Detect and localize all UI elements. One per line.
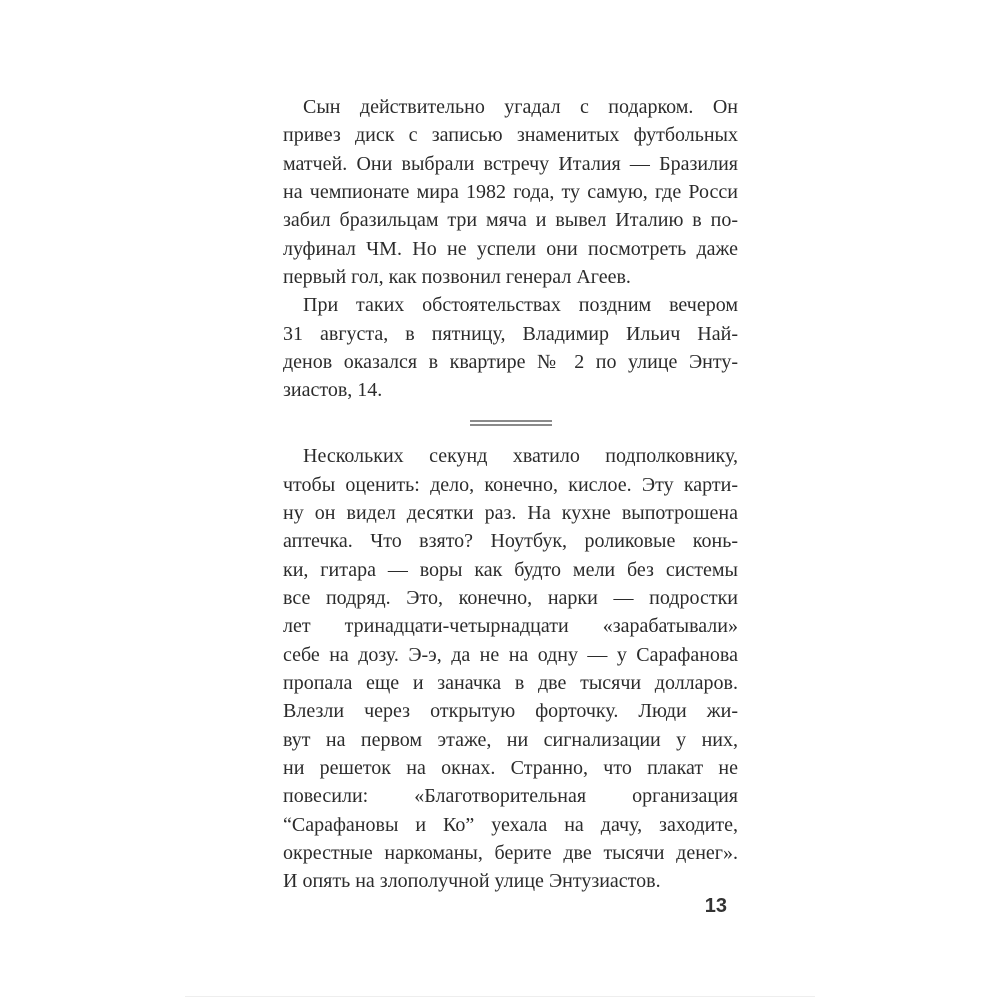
text-line: денов оказался в квартире № 2 по улице Энту- (283, 351, 738, 374)
paragraph (283, 442, 738, 896)
text-line: повесили: «Благотворительная организация (283, 785, 738, 808)
text-line: Нескольких секунд хватило подполковнику, (303, 445, 738, 468)
text-line: матчей. Они выбрали встречу Италия — Бразилия (283, 152, 738, 175)
text-line: Сын действительно угадал с подарком. Он (303, 96, 738, 118)
page-number: 13 (704, 895, 727, 917)
text-line: вут на первом этаже, ни сигнализации у них, (283, 728, 738, 751)
text-line: аптечка. Что взято? Ноутбук, роликовые конь- (283, 530, 738, 553)
text-line: забил бразильцам три мяча и вывел Италию в по- (283, 209, 738, 232)
text-column (283, 93, 738, 896)
text-line: чтобы оценить: дело, конечно, кислое. Эту карти- (283, 473, 738, 496)
text-line: ну он видел десятки раз. На кухне выпотрошена (283, 501, 738, 524)
text-line: все подряд. Это, конечно, нарки — подростки (283, 587, 738, 609)
text-line: первый гол, как позвонил генерал Агеев. (283, 266, 631, 289)
text-line: ни решеток на окнах. Странно, что плакат не (283, 757, 738, 780)
text-line: лет тринадцати-четырнадцати «зарабатывали» (283, 615, 738, 638)
section-divider (470, 420, 552, 426)
text-line: зиастов, 14. (283, 379, 383, 402)
text-line: себе на дозу. Э-э, да не на одну — у Сарафанова (283, 643, 738, 666)
paragraph (283, 93, 738, 291)
text-line: 31 августа, в пятницу, Владимир Ильич Най- (283, 322, 738, 345)
text-line: на чемпионате мира 1982 года, ту самую, где Росси (283, 181, 738, 204)
text-line: При таких обстоятельствах поздним вечером (303, 294, 738, 317)
paragraph (283, 291, 738, 404)
text-line: И опять на злополучной улице Энтузиастов. (283, 870, 661, 893)
text-line: пропала еще и заначка в две тысячи долларов. (283, 672, 738, 695)
page-bottom-edge (185, 996, 815, 997)
text-line: привез диск с записью знаменитых футбольных (283, 124, 738, 147)
text-line: ки, гитара — воры как будто мели без системы (283, 558, 738, 581)
text-line: окрестные наркоманы, берите две тысячи денег». (283, 842, 738, 865)
text-line: “Сарафановы и Ко” уехала на дачу, заходите, (283, 813, 738, 836)
text-line: луфинал ЧМ. Но не успели они посмотреть даже (283, 237, 738, 260)
text-line: Влезли через открытую форточку. Люди жи- (283, 700, 738, 723)
